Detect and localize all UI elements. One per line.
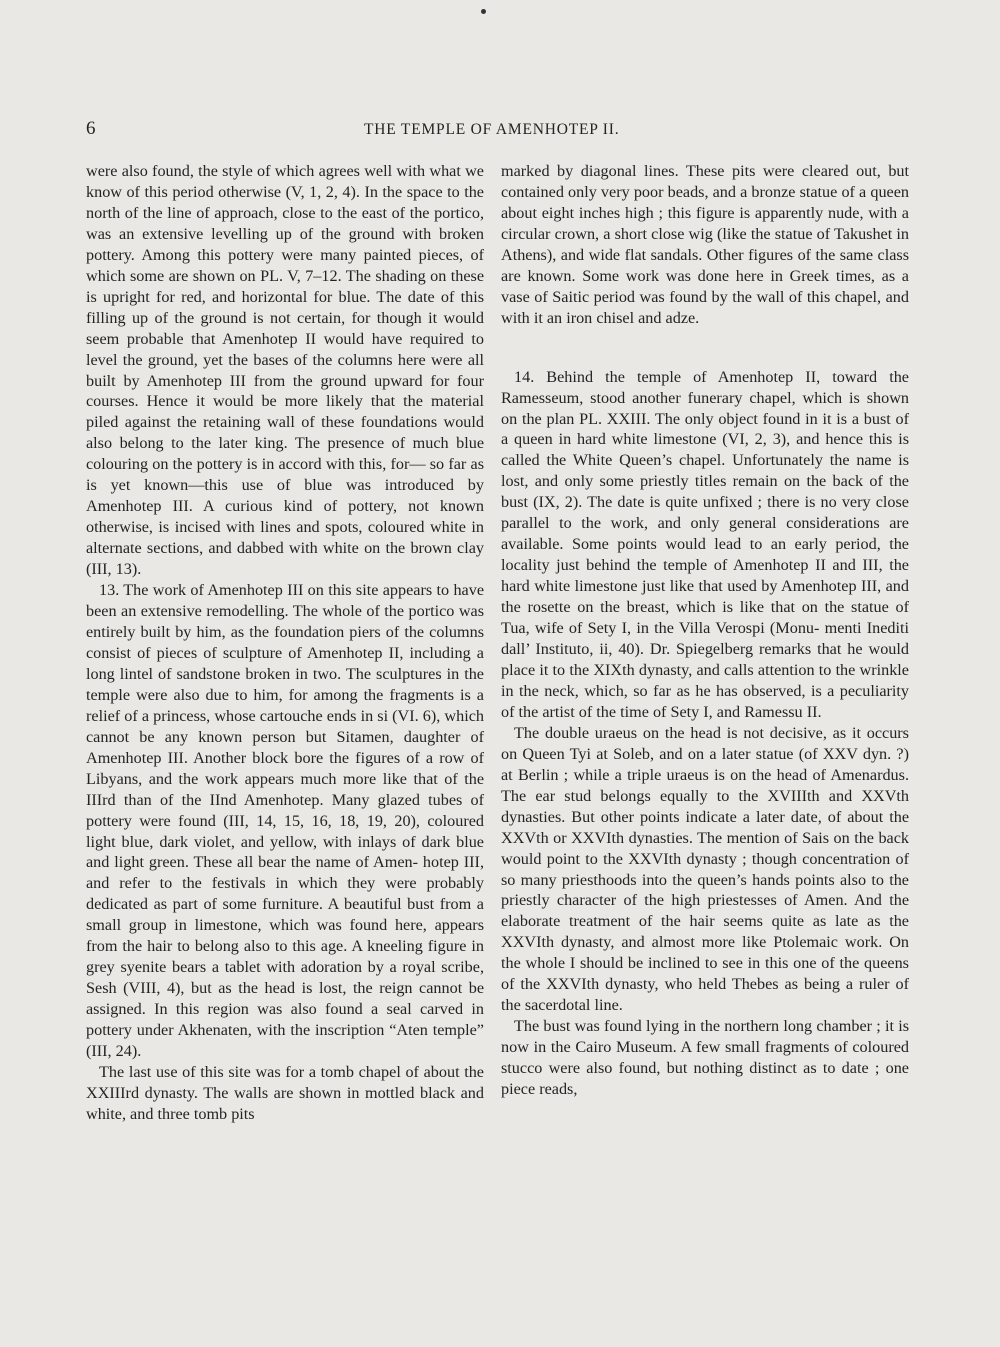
right-column bbox=[501, 161, 909, 1100]
paragraph: The bust was found lying in the northern long chamber ; it is now in the Cairo Museum. A few small fragments of coloured stucco were also found, but nothing distinct as to date ; one piece reads, bbox=[501, 1017, 909, 1099]
paragraph-section-13: 13. The work of Amenhotep III on this site appears to have been an extensive remodelling. The whole of the portico was entirely built by him, as the foundation piers of the columns consist of pieces of sculpture of Amenhotep II, including a long lintel of sandstone broken in two. The sculptures in the temple were also due to him, for among the fragments is a relief of a princess, whose cartouche ends in si (VI. 6), which cannot be any known person but Sitamen, daughter of Amenhotep III. Another block bore the figures of a row of Libyans, and the work appears much more like that of the IIIrd than of the IInd Amenhotep. Many glazed tubes of pottery were found (III, 14, 15, 16, 18, 19, 20), coloured light blue, dark violet, and yellow, with inlays of dark blue and light green. These all bear the name of Amen- hotep III, and refer to the festivals in which they were probably dedicated as part of some furniture. A beautiful bust from a small group in limestone, which was found here, appears from the hair to belong also to this age. A kneeling figure in grey syenite bears a tablet with adoration by a royal scribe, Sesh (VIII, 4), but as the head is lost, the reign cannot be assigned. In this region was also found a seal carved in pottery under Akhenaten, with the inscription “Aten temple” (III, 24). bbox=[86, 581, 484, 1061]
print-speck bbox=[481, 9, 486, 14]
section-gap bbox=[501, 329, 909, 367]
paragraph: The double uraeus on the head is not decisive, as it occurs on Queen Tyi at Soleb, and on a later statue (of XXV dyn. ?) at Berlin ; while a triple uraeus is on the head of Amenardus. The ear stud belongs equally to the XVIIIth and XXVth dynasties. But other points indicate a later date, of about the XXVth or XXVIth dynasties. The mention of Sais on the back would point to the XXVIth dynasty ; though concentration of so many priesthoods into the queen’s hands points also to the priestly character of the high priestesses of Amen. And the elaborate treatment of the hair seems quite as late as the XXVIth dynasty, and almost more like Ptolemaic work. On the whole I should be inclined to see in this one of the queens of the XXVIth dynasty, who held Thebes as being a ruler of the sacerdotal line. bbox=[501, 723, 909, 1015]
paragraph: marked by diagonal lines. These pits were cleared out, but contained only very poor beads, and a bronze statue of a queen about eight inches high ; this figure is apparently nude, with a circular crown, a short close wig (like the statue of Takushet in Athens), and wide flat sandals. Other figures of the same class are known. Some work was done here in Greek times, as a vase of Saitic period was found by the wall of this chapel, and with it an iron chisel and adze. bbox=[501, 162, 909, 327]
paragraph-section-14: 14. Behind the temple of Amenhotep II, toward the Ramesseum, stood another funerary chapel, which is shown on the plan PL. XXIII. The only object found in it is a bust of a queen in hard white limestone (VI, 2, 3), and hence this is called the White Queen’s chapel. Unfortunately the name is lost, and only some priestly titles remain on the back of the bust (IX, 2). The date is quite unfixed ; there is no very close parallel to the work, and only general considerations are available. Some points would lead to an early period, the locality just behind the temple of Amenhotep II and III, the hard white limestone just like that used by Amenhotep III, and the rosette on the breast, which is like that on the statue of Tua, wife of Sety I, in the Villa Verospi (Monu- menti Inediti dall’ Instituto, ii, 40). Dr. Spiegelberg remarks that he would place it to the XIXth dynasty, and calls attention to the wrinkle in the neck, which, so far as he has observed, is a peculiarity of the artist of the time of Sety I, and Ramessu II. bbox=[501, 367, 909, 721]
running-head: THE TEMPLE OF AMENHOTEP II. bbox=[364, 121, 620, 138]
left-column bbox=[86, 161, 484, 1125]
paragraph: The last use of this site was for a tomb chapel of about the XXIIIrd dynasty. The walls are shown in mottled black and white, and three tomb pits bbox=[86, 1062, 484, 1123]
paragraph: were also found, the style of which agrees well with what we know of this period otherwise (V, 1, 2, 4). In the space to the north of the line of approach, close to the east of the portico, was an extensive levelling up of the ground with broken pottery. Among this pottery were many painted pieces, of which some are shown on PL. V, 7–12. The shading on these is upright for red, and horizontal for blue. The date of this filling up of the ground is not certain, for though it would seem probable that Amenhotep II would have required to level the ground, yet the bases of the columns here were all built by Amenhotep III from the ground upward for four courses. Hence it would be more likely that the material piled against the retaining wall of these foundations would also belong to the later king. The presence of much blue colouring on the pottery is in accord with this, for— so far as is yet known—this use of blue was introduced by Amenhotep III. A curious kind of pottery, not known otherwise, is incised with lines and spots, coloured white in alternate sections, and dabbed with white on the brown clay (III, 13). bbox=[86, 162, 484, 579]
page-number: 6 bbox=[86, 118, 96, 139]
